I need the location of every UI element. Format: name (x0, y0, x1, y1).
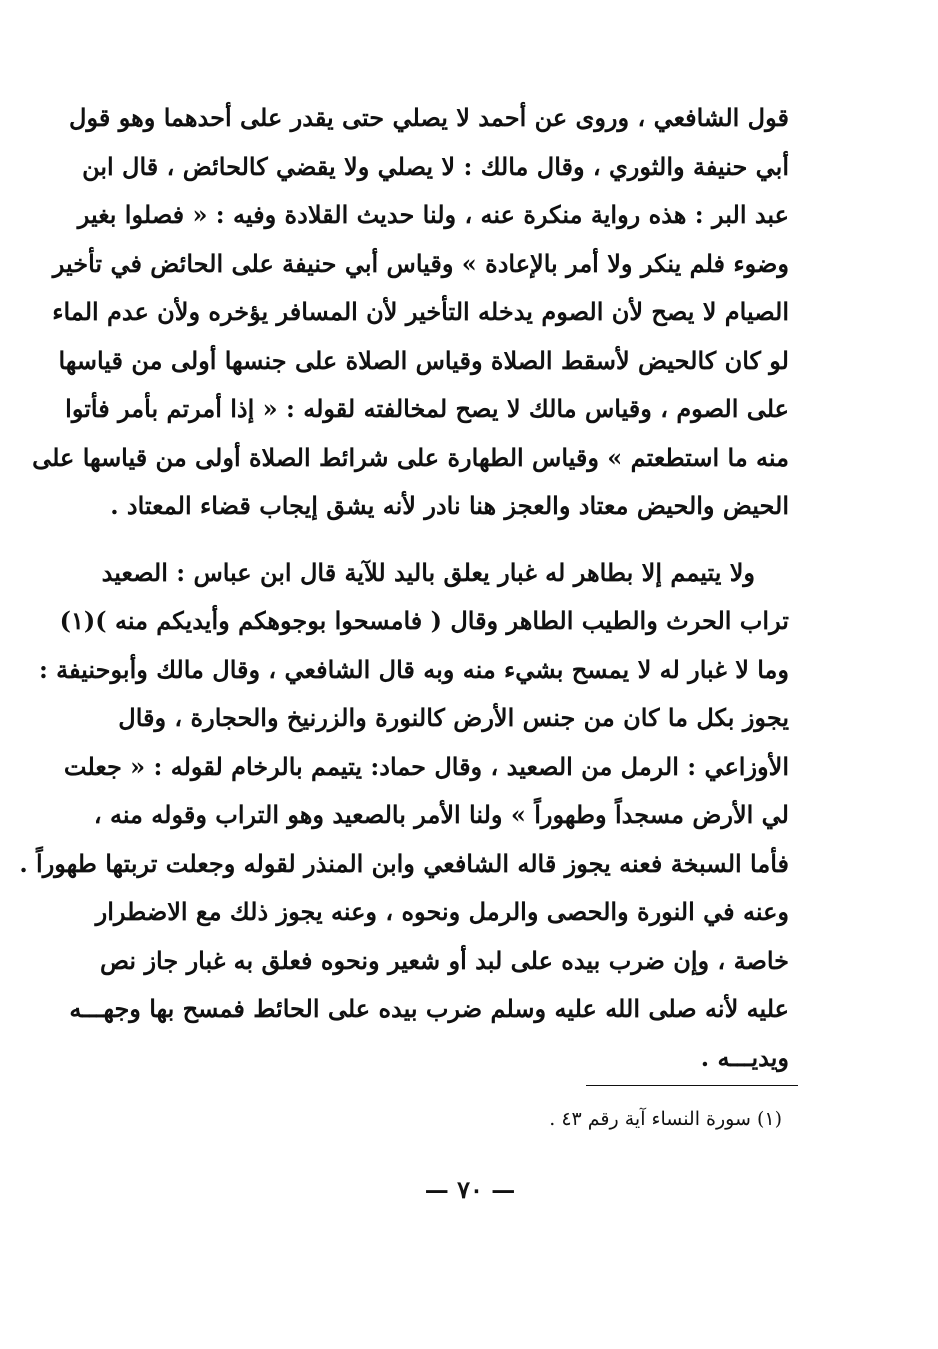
text-line: الحيض والحيض معتاد والعجز هنا نادر لأنه يشق إيجاب قضاء المعتاد . (110, 491, 789, 520)
text-line: خاصة ، وإن ضرب بيده على لبد أو شعير ونحوه فعلق به غبار جاز نص (100, 945, 789, 975)
text-line: عليه لأنه صلى الله عليه وسلم ضرب بيده على الحائط فمسح بها وجهـــه (69, 994, 789, 1023)
text-line: قول الشافعي ، وروى عن أحمد لا يصلي حتى يقدر على أحدهما وهو قول (69, 103, 789, 132)
text-line: يجوز بكل ما كان من جنس الأرض كالنورة والزرنيخ والحجارة ، وقال (118, 703, 789, 732)
text-line: منه ما استطعتم » وقياس الطهارة على شرائط الصلاة أولى من قياسها على (32, 442, 789, 472)
text-line: ويديـــه . (700, 1042, 789, 1072)
page-number: — ٧٠ — (424, 1175, 516, 1204)
text-line: ولا يتيمم إلا بطاهر له غبار يعلق باليد للآية قال ابن عباس : الصعيد (101, 557, 755, 587)
text-line: وما لا غبار له لا يمسح بشيء منه وبه قال الشافعي ، وقال مالك وأبوحنيفة : (38, 654, 789, 684)
text-line: لي الأرض مسجداً وطهوراً » ولنا الأمر بالصعيد وهو التراب وقوله منه ، (93, 800, 789, 829)
text-line: وضوء فلم ينكر ولا أمر بالإعادة » وقياس أبي حنيفة على الحائض في تأخير (52, 248, 789, 278)
text-line: لو كان كالحيض لأسقط الصلاة وقياس الصلاة على جنسها أولى من قياسها (58, 345, 789, 375)
text-line: الأوزاعي : الرمل من الصعيد ، وقال حماد: يتيمم بالرخام لقوله : « جعلت (63, 751, 789, 781)
text-line: تراب الحرث والطيب الطاهر وقال ( فامسحوا بوجوهكم وأيديكم منه )(١) (59, 606, 789, 635)
footnote: (١) سورة النساء آية رقم ٤٣ . (549, 1108, 782, 1130)
footnote-divider (586, 1085, 798, 1086)
paragraph-2 (19, 549, 789, 1083)
text-line: عبد البر : هذه رواية منكرة عنه ، ولنا حديث القلادة وفيه : « فصلوا بغير (77, 200, 789, 229)
text-line: وعنه في النورة والحصى والرمل ونحوه ، وعنه يجوز ذلك مع الاضطرار (95, 897, 789, 926)
paragraph-1 (32, 94, 789, 531)
text-line: على الصوم ، وقياس مالك لا يصح لمخالفته لقوله : « إذا أمرتم بأمر فأتوا (65, 394, 789, 423)
text-line: فأما السبخة فعنه يجوز قاله الشافعي وابن المنذر لقوله وجعلت تربتها طهوراً . (19, 848, 789, 878)
body-text (19, 94, 789, 1082)
text-line: أبي حنيفة والثوري ، وقال مالك : لا يصلي ولا يقضي كالحائض ، قال ابن (82, 151, 789, 181)
paragraph-spacer (137, 531, 789, 549)
text-line: الصيام لا يصح لأن الصوم يدخله التأخير لأن المسافر يؤخره ولأن عدم الماء (52, 297, 789, 326)
